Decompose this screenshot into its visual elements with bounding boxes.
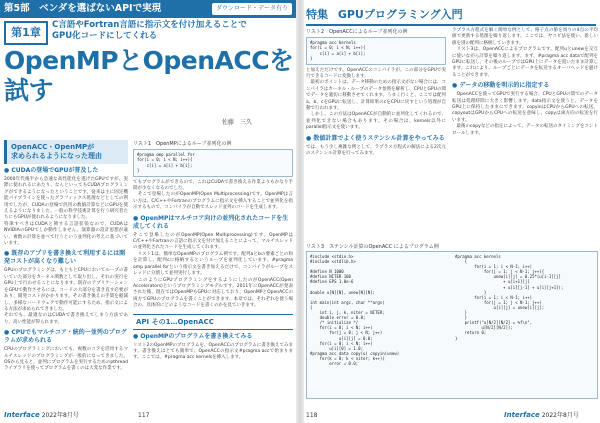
listing3-code-left: #include <stdio.h> #include <stdlib.h> #define N 1000 #define NITER 100 #define EPS 1.0e-6 double u[N][N], unew[N][N]; int main(int argc, char **argv) { int i, j, k, niter = NITER; double error = 0.0; /* initialize */ for(i = 0; i < N; i++) for(j = 0; j < N; j++) u[i][j] = 0.0; for(i = 0; i < N; i++) u[i][0] = 1.0; #pragma acc data copy(u) copyin(unew) for(k = 0; k < niter; k++){ error = 0.0; bbox=[310, 254, 400, 366]
right-page bbox=[304, 0, 600, 423]
right-column-1 bbox=[306, 28, 446, 158]
listing1-code-box bbox=[133, 149, 293, 177]
body-text: 2000年代後半から急速な高性能化を遂げたGPUですが、実際に使われるにあたり、なんといってもCUDAプログラミングができるようになったということです。従来は主に固定機能パイプラインを使ったグラフィックス処理などとしての利用でしたが、CUDAの登場で汎用の数値計算などにGPUを使えるようになりました。一般の科学技術計算を行う研究者たちにもGPUが使われるようになりました。 bbox=[4, 177, 128, 221]
chapter-label: 第1章 bbox=[4, 21, 48, 45]
magazine-brand: Interface bbox=[504, 411, 540, 419]
feature-title: GPUプログラミング入門 bbox=[337, 8, 463, 21]
body-text: このようにGPUプログラミングをするようにしたのがOpenACC(Open Accelerators)というプログラミングモデルです。2011年にOpenACCが発表された後、現在ではOpenMPもGPUに対応しており、OpenMPとOpenACCの両方でGPUのプログラムを書くことができます。本章では、それぞれを使う場合の、具体的にどのようなコードを書くのかを見ていきます。 bbox=[133, 277, 293, 309]
listing3-caption: リスト3 ステンシル計算のOpenACC によるプログラム例 bbox=[306, 244, 439, 250]
right-page-number: 118 bbox=[306, 412, 318, 419]
body-text: 最後のcopyなどの指定によって、データの転送のタイミングをコントロールします。 bbox=[452, 124, 598, 136]
middle-column bbox=[133, 140, 293, 362]
subheading-data-movement: ● データの移動を明示的に指定する bbox=[452, 82, 550, 90]
left-page bbox=[0, 0, 296, 423]
body-text: では、もう少し複雑な例として、ラプラス方程式の解法による2次元のステンシル計算を行ってみます。 bbox=[306, 144, 446, 157]
right-column-2 bbox=[452, 28, 598, 137]
body-text: リスト2のOpenMPのプログラムを、OpenACCのプログラムに書き換えてみます。書き換えはとても簡単で、OpenACCの指示文#pragma accで始まります。ここでは、#pragma acc kernelsを挿入します。 bbox=[133, 342, 293, 361]
listing2-caption: リスト2 OpenACCによるループ並列化の例 bbox=[306, 29, 408, 35]
subheading-openmp: ● OpenMPはマルチコア向けの並列化されたコードを生成してくれる bbox=[133, 214, 289, 230]
book-gutter bbox=[296, 0, 304, 423]
subheading-rewrite: ● OpenMPのプログラムを書き換えてみる bbox=[133, 332, 253, 340]
subheading-multicore: ● CPUでもマルチコア・統的一並列のプログラムが求められる bbox=[4, 329, 127, 345]
api-section-heading: API その1…OpenACC bbox=[133, 314, 293, 330]
section-heading-box bbox=[4, 140, 128, 164]
body-text: CPUのプログラミングにおいても、複数のコアを活用するマルチスレッドのプログラミングが一般的になってきました。OSから見ると、並列にプログラムを実行するためのpthreadライブラリを使ってプログラムを書くのは大変な作業です。 bbox=[4, 347, 128, 372]
subheading-cuda: ● CUDAの登場でGPUが普及した bbox=[4, 167, 99, 174]
section-heading: OpenACC・OpenMPが 求められるようになった理由 bbox=[11, 143, 102, 160]
body-text: それでも、最適なのはCUDAで書き換えてしまう方法であり、高い性能が得られます。 bbox=[4, 313, 128, 325]
feature-header bbox=[306, 6, 596, 26]
body-text: そこで登場したのがOpenMP(Open Multiprocessing)です。OpenMPはC/C++やFortranの言語に指示文を付け加えることによって、マルチスレッドの並列化されたコードを生成してくれます。 リスト1は、簡単なOpenMPのプログラム例です。配列aとbの要素ごとの和を計算し、配列cに格納するというループを並列化しています。#pragma omp parallel forという指示文を書き加えるだけで、コンパイラがループをスレッドに分割して並列実行します。 bbox=[133, 232, 293, 277]
left-column bbox=[4, 140, 128, 373]
issue-date: 2022年8月号 bbox=[541, 412, 579, 419]
body-text: GPUのプログラミングは、もともとCPUにおいてループの書いていた部分をカーネル関数として取り出し、それの実行をGPU上で行わせることになります。既存のアプリケーションをGPUで動作させるには、コードの大部分を書き直す必要があり、開発コストがかかります。その書き換えの手間を軽減し、多様なハードウェアで動作可能にするため、指示文による方法が求められてきました。 bbox=[4, 268, 128, 312]
author-name: 佐藤 三久 bbox=[222, 119, 253, 126]
body-text: リスト3は、OpenACCによるプログラムです。配列uとunewを交互に使いながら計算を繰り返します。まず、#pragma acc dataで配列をGPUに転送し、その後のループではGPU上にデータを置いたまま計算します。これにより、ループごとにデータを転送するオーバヘッドを避けることができます。 bbox=[452, 47, 598, 78]
magazine-brand: Interface bbox=[4, 411, 40, 419]
issue-date: 2022年8月号 bbox=[41, 412, 79, 419]
listing1-caption: リスト1 OpenMPによるループ並列化の例 bbox=[133, 141, 232, 147]
chapter-subtitle: C言語やFortran言語に指示文を付け加えることで GPU化コードにしてくれる bbox=[52, 20, 247, 41]
part-banner bbox=[0, 0, 296, 18]
download-tag: ダウンロード・データ有り bbox=[212, 3, 292, 15]
subheading-stencil: ● 数値計算でよく使うステンシル計算をやってみる bbox=[306, 134, 445, 142]
page-number: 117 bbox=[138, 412, 150, 419]
body-text: しかし、この方法はOpenACCが自動的に並列化してくれるので、並列化できない場合もあります。その場合は、kernels以外にparallel指示文を使います。 bbox=[306, 112, 446, 131]
part-banner-text: 第5部 ベンダを選ばないAPIで実現 bbox=[4, 3, 162, 14]
body-text: と加えただけです。OpenACCのコンパイラが、この部分をGPUで実行できるコードに変換します。 最初のポイントは、データ移動のための指示文がない場合には、コンパイラはカーネル・ループのデータ参照を解析し、CPUとGPUの間でデータを適切に移動させてくれます。うまく行くと、ここでは配列a、b、cをGPUに転送し、計算結果のcをCPUに戻すという処理が自動で行われます。 bbox=[306, 67, 446, 112]
listing3-code-right: #pragma acc kernels { for(i = 1; i < N-1; i++) for(j = 1; j < N-1; j++){ unew[i][j] = 0.25*(u[i-1][j] + u[i+1][j] + u[i][j-1] + u[i][j+1]); } for(i = 1; i < N-1; i++) for(j = 1; j < N-1; j++) u[i][j] = unew[i][j]; } } printf("u[N/2][N/2] = %f\n", u[N/2][N/2]); return 0; } bbox=[455, 254, 564, 341]
listing3-code-box bbox=[306, 251, 598, 399]
listing3-right-column bbox=[455, 254, 597, 341]
listing2-code-box bbox=[306, 37, 446, 65]
listing3-left-column bbox=[310, 254, 452, 366]
feature-tag: 特集 bbox=[306, 8, 328, 21]
article-title: OpenMPとOpenACCを 試す bbox=[4, 46, 294, 105]
right-footer bbox=[504, 410, 579, 419]
listing1-code: #pragma omp parallel for for(i = 0; i < N; i++){ c[i] = a[i] + b[i]; } bbox=[137, 152, 195, 174]
subheading-cost: ● 既存のアプリを書き換えて利用するには開発コストが高くなり難しい bbox=[4, 250, 126, 266]
body-text: てもプログラムができるので、これはCUDAで書き換える作業よりもかなり手間が少なくなるのでした。 そこで登場したのがOpenMP(Open Multiprocessing)です。OpenMPは言い方は、C/C++やFortranのプログラムに指示文を挿入することで並列化を指示するもので、コンパイラが自動でスレッド並列のコードを生成します。 bbox=[133, 179, 293, 211]
left-footer bbox=[4, 410, 79, 419]
listing2-code: #pragma acc kernels for(i = 0; i < N; i++){ c[i] = a[i] + b[i]; } bbox=[310, 40, 366, 62]
body-text: OpenACCを使ってGPUで実行する場合、CPUとGPUの間でのデータ転送は処理時間に大きく影響します。data指示文を使うと、データをGPU上に保持したままにできます。copyinはCPUからGPUへの転送、copyoutはGPUからCPUへの転送を意味し、copyは両方向の転送を行います。 bbox=[452, 92, 598, 123]
body-text: 特筆すべきはCUDAと関する言語拡張なので、CUDAはNVIDIAのGPUでしか動作しません。演算器の設計思想が違い、複数の計算を並べて行うという並列化の考えに基づいています。 bbox=[4, 221, 128, 247]
body-text: ラプラス方程式を解く簡単な例として、格子点の値を周りの4点の平均値で更新する処理を繰り返します。ここでは、ヤコビ法を使い、新しい値を別の配列に格納していきます。 bbox=[452, 28, 598, 46]
